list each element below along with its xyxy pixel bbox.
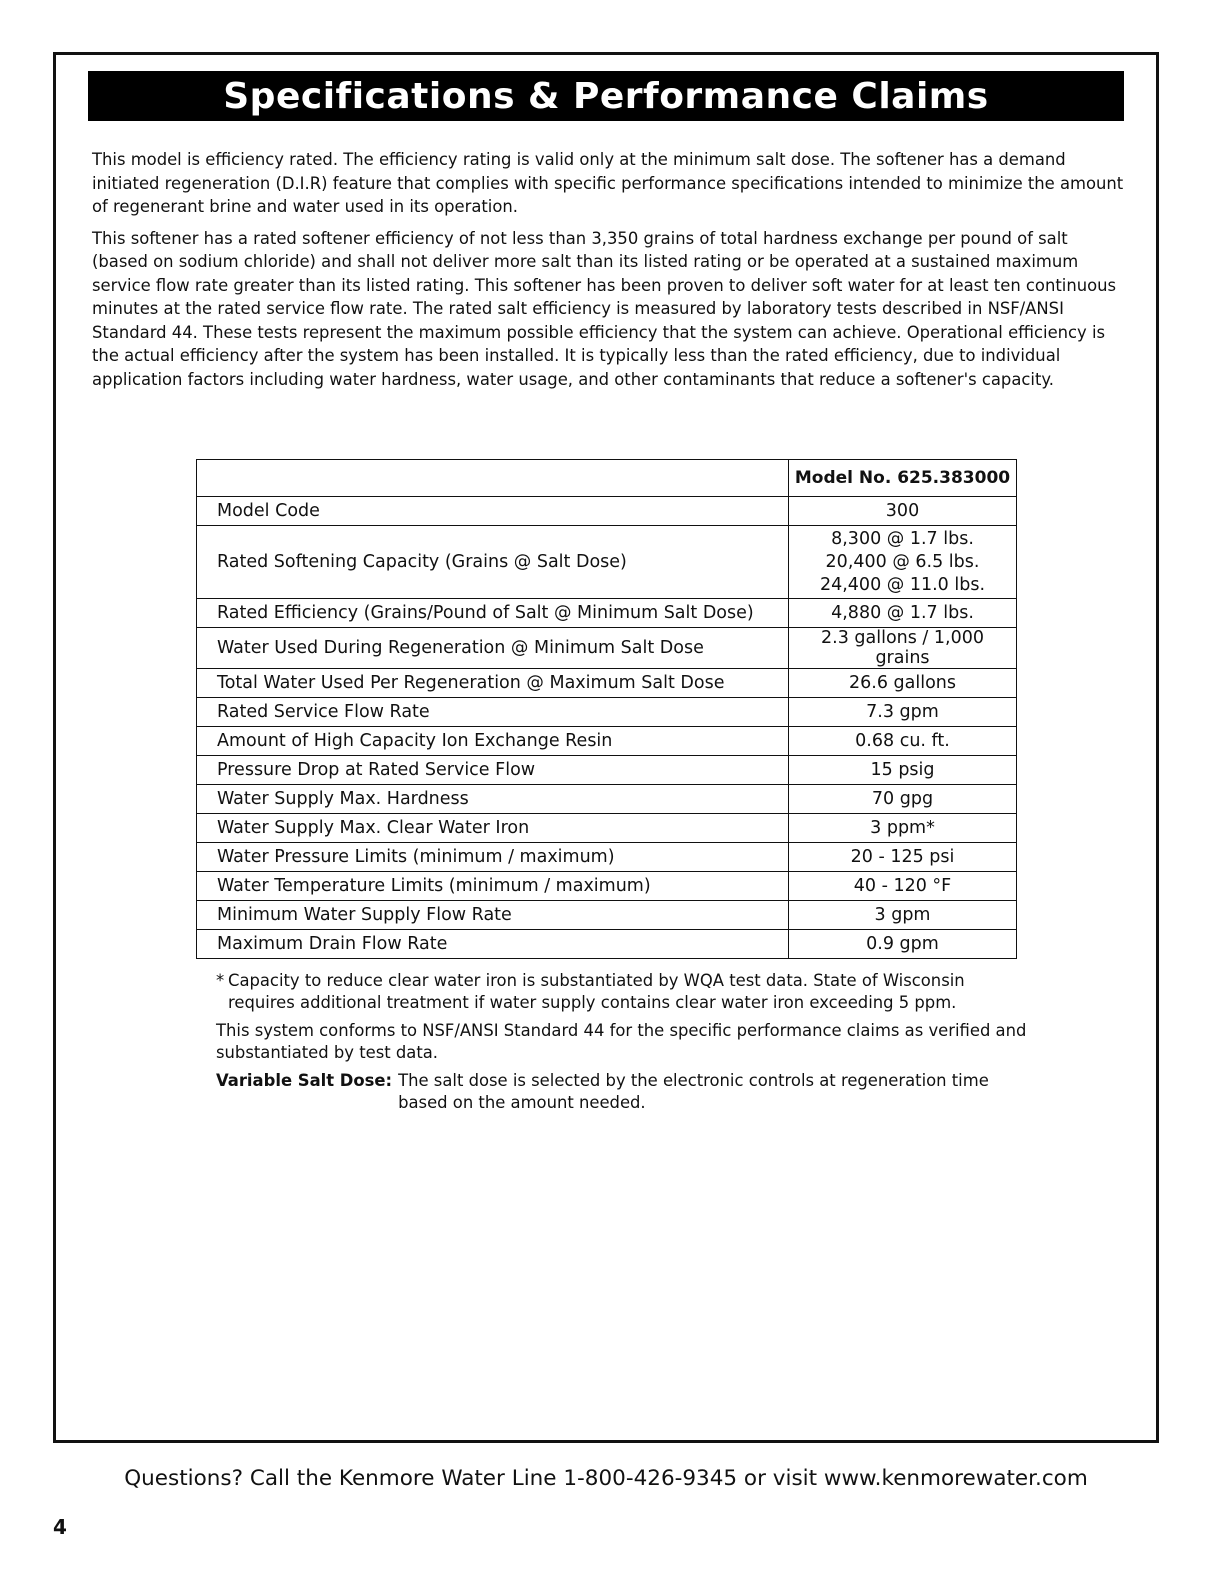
table-row	[197, 599, 1017, 628]
table-row	[197, 901, 1017, 930]
table-header-model: Model No. 625.383000	[789, 460, 1017, 497]
table-row	[197, 727, 1017, 756]
table-row	[197, 872, 1017, 901]
row-label: Water Supply Max. Clear Water Iron	[197, 814, 789, 843]
variable-salt-dose-note	[216, 1070, 1036, 1114]
capacity-value: 20,400 @ 6.5 lbs.	[825, 551, 980, 572]
row-value: 0.9 gpm	[789, 930, 1017, 959]
specifications-table	[196, 459, 1017, 959]
variable-salt-dose-text: The salt dose is selected by the electronic controls at regeneration time based on the amount needed.	[398, 1071, 989, 1112]
footer-contact: Questions? Call the Kenmore Water Line 1-800-426-9345 or visit www.kenmorewater.com	[124, 1466, 1088, 1491]
row-label: Total Water Used Per Regeneration @ Maximum Salt Dose	[197, 669, 789, 698]
table-header-row	[197, 460, 1017, 497]
row-label: Rated Efficiency (Grains/Pound of Salt @ Minimum Salt Dose)	[197, 599, 789, 628]
row-label: Water Used During Regeneration @ Minimum Salt Dose	[197, 628, 789, 669]
variable-salt-dose-label: Variable Salt Dose:	[216, 1071, 393, 1090]
table-header-blank	[197, 460, 789, 497]
table-row	[197, 843, 1017, 872]
footnote-mark: *	[216, 971, 225, 990]
footnote-text: Capacity to reduce clear water iron is substantiated by WQA test data. State of Wisconsin requires additional treatment if water supply contains clear water iron exceeding 5 ppm.	[228, 971, 965, 1012]
table-row	[197, 669, 1017, 698]
row-value: 26.6 gallons	[789, 669, 1017, 698]
table-row	[197, 930, 1017, 959]
row-label: Rated Service Flow Rate	[197, 698, 789, 727]
table-row	[197, 756, 1017, 785]
row-label: Water Supply Max. Hardness	[197, 785, 789, 814]
intro-text	[92, 148, 1126, 399]
row-label: Amount of High Capacity Ion Exchange Resin	[197, 727, 789, 756]
page-number: 4	[53, 1515, 67, 1539]
row-value: 7.3 gpm	[789, 698, 1017, 727]
capacity-value: 8,300 @ 1.7 lbs.	[831, 528, 974, 549]
conformance-note: This system conforms to NSF/ANSI Standard 44 for the specific performance claims as verified and substantiated by test data.	[216, 1021, 1027, 1062]
row-label: Model Code	[197, 497, 789, 526]
row-label: Pressure Drop at Rated Service Flow	[197, 756, 789, 785]
row-value: 0.68 cu. ft.	[789, 727, 1017, 756]
table-row	[197, 698, 1017, 727]
page-title: Specifications & Performance Claims	[88, 71, 1124, 121]
intro-paragraph: This model is efficiency rated. The efficiency rating is valid only at the minimum salt dose. The softener has a demand initiated regeneration (D.I.R) feature that complies with specific performance specifications intended to minimize the amount of regenerant brine and water used in its operation.	[92, 150, 1124, 216]
row-value: 3 gpm	[789, 901, 1017, 930]
row-value	[789, 526, 1017, 599]
row-value: 4,880 @ 1.7 lbs.	[789, 599, 1017, 628]
row-value: 70 gpg	[789, 785, 1017, 814]
iron-footnote	[216, 970, 1036, 1014]
table-row	[197, 814, 1017, 843]
row-value: 300	[789, 497, 1017, 526]
table-row	[197, 526, 1017, 599]
row-label: Maximum Drain Flow Rate	[197, 930, 789, 959]
table-row	[197, 785, 1017, 814]
notes-section	[216, 970, 1036, 1120]
intro-paragraph: This softener has a rated softener efficiency of not less than 3,350 grains of total hardness exchange per pound of salt (based on sodium chloride) and shall not deliver more salt than its listed rating or be operated at a sustained maximum service flow rate greater than its listed rating. This softener has been proven to deliver soft water for at least ten continuous minutes at the rated service flow rate. The rated salt efficiency is measured by laboratory tests described in NSF/ANSI Standard 44. These tests represent the maximum possible efficiency that the system can achieve. Operational efficiency is the actual efficiency after the system has been installed. It is typically less than the rated efficiency, due to individual application factors including water hardness, water usage, and other contaminants that reduce a softener's capacity.	[92, 228, 1117, 389]
capacity-value: 24,400 @ 11.0 lbs.	[819, 574, 986, 595]
row-label: Water Temperature Limits (minimum / maximum)	[197, 872, 789, 901]
row-value: 15 psig	[789, 756, 1017, 785]
row-label: Rated Softening Capacity (Grains @ Salt Dose)	[197, 526, 789, 599]
row-value: 2.3 gallons / 1,000 grains	[789, 628, 1017, 669]
table-row	[197, 497, 1017, 526]
row-label: Water Pressure Limits (minimum / maximum)	[197, 843, 789, 872]
row-value: 20 - 125 psi	[789, 843, 1017, 872]
row-value: 40 - 120 °F	[789, 872, 1017, 901]
row-value: 3 ppm*	[789, 814, 1017, 843]
row-label: Minimum Water Supply Flow Rate	[197, 901, 789, 930]
table-row	[197, 628, 1017, 669]
